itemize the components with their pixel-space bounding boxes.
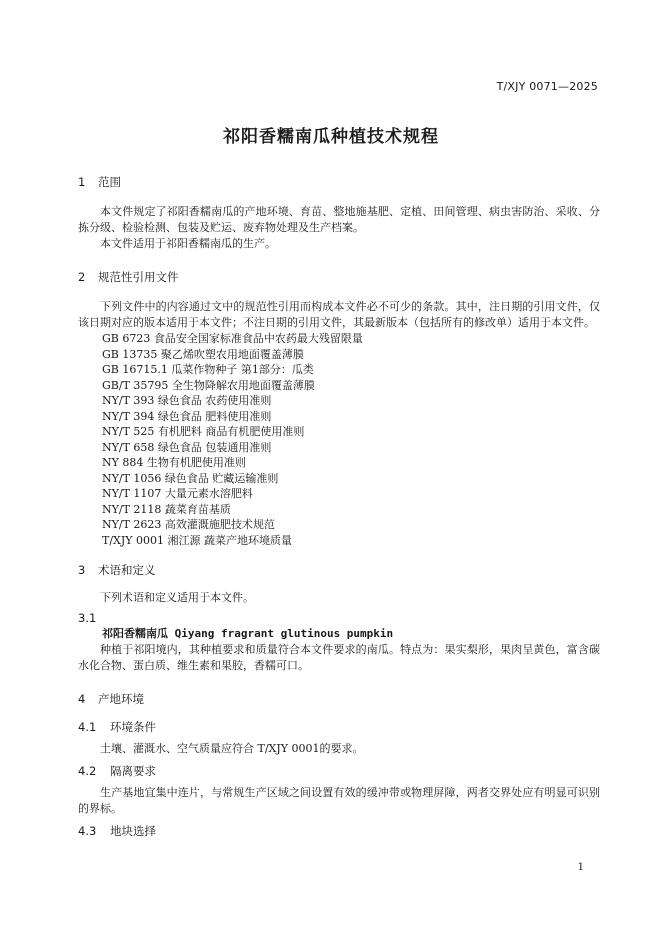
paragraph: 下列术语和定义适用于本文件。 xyxy=(100,591,254,605)
reference-list xyxy=(78,331,600,548)
term-chinese: 祁阳香糯南瓜 xyxy=(102,627,168,641)
term-entry xyxy=(78,626,600,642)
subsection-title: 隔离要求 xyxy=(110,763,156,778)
section-title: 术语和定义 xyxy=(98,563,156,578)
subsection-number: 4.1 xyxy=(78,719,97,734)
reference-item: NY/T 393 绿色食品 农药使用准则 xyxy=(102,394,272,408)
subsection-4-3-heading xyxy=(78,823,600,839)
section-number: 3 xyxy=(78,563,86,578)
paragraph: 本文件适用于祁阳香糯南瓜的生产。 xyxy=(100,237,276,251)
section-2-heading xyxy=(78,269,600,285)
subsection-number: 4.2 xyxy=(78,763,97,778)
section-number: 1 xyxy=(78,175,86,189)
section-1-heading xyxy=(78,174,600,190)
paragraph: 下列文件中的内容通过文中的规范性引用而构成本文件必不可少的条款。其中，注日期的引用文件，仅该日期对应的版本适用于本文件；不注日期的引用文件，其最新版本（包括所有的修改单）适用于本文件。 xyxy=(78,299,600,329)
subsection-title: 环境条件 xyxy=(110,719,156,734)
reference-item: GB 13735 聚乙烯吹塑农用地面覆盖薄膜 xyxy=(102,347,304,361)
subsection-4-2-heading xyxy=(78,763,600,779)
document-code: T/XJY 0071—2025 xyxy=(496,80,598,93)
section-title: 规范性引用文件 xyxy=(98,269,179,284)
subsection-4-1-heading xyxy=(78,719,600,735)
document-body xyxy=(78,174,600,839)
reference-item: GB 16715.1 瓜菜作物种子 第1部分：瓜类 xyxy=(102,363,314,377)
reference-item: NY/T 2118 蔬菜育苗基质 xyxy=(102,502,231,516)
reference-item: NY/T 525 有机肥料 商品有机肥使用准则 xyxy=(102,425,305,439)
paragraph: 生产基地宜集中连片，与常规生产区域之间设置有效的缓冲带或物理屏障，两者交界处应有明显可识别的界标。 xyxy=(78,785,600,816)
page-number: 1 xyxy=(577,862,584,873)
section-4-heading xyxy=(78,691,600,707)
subsection-title: 地块选择 xyxy=(110,824,156,839)
reference-item: T/XJY 0001 湘江源 蔬菜产地环境质量 xyxy=(102,533,293,547)
reference-item: GB 6723 食品安全国家标准食品中农药最大残留限量 xyxy=(102,332,363,346)
term-definition: 种植于祁阳境内，其种植要求和质量符合本文件要求的南瓜。特点为：果实梨形，果肉呈黄色，富含碳水化合物、蛋白质、维生素和果胶，香糯可口。 xyxy=(78,643,600,673)
reference-item: NY/T 394 绿色食品 肥料使用准则 xyxy=(102,409,272,423)
subsection-number: 4.3 xyxy=(78,824,97,839)
section-number: 4 xyxy=(78,691,86,706)
section-title: 范围 xyxy=(98,175,121,189)
paragraph: 土壤、灌溉水、空气质量应符合 T/XJY 0001的要求。 xyxy=(100,741,364,755)
section-3-heading xyxy=(78,562,600,578)
section-number: 2 xyxy=(78,269,86,284)
document-title: 祁阳香糯南瓜种植技术规程 xyxy=(223,127,439,147)
reference-item: NY/T 2623 高效灌溉施肥技术规范 xyxy=(102,518,275,532)
reference-item: NY 884 生物有机肥使用准则 xyxy=(102,456,246,470)
term-english: Qiyang fragrant glutinous pumpkin xyxy=(174,627,394,641)
reference-item: NY/T 1107 大量元素水溶肥料 xyxy=(102,487,253,501)
reference-item: NY/T 658 绿色食品 包装通用准则 xyxy=(102,440,272,454)
paragraph: 本文件规定了祁阳香糯南瓜的产地环境、育苗、整地施基肥、定植、田间管理、病虫害防治、采收、分拣分级、检验检测、包装及贮运、废弃物处理及生产档案。 xyxy=(78,205,600,235)
reference-item: NY/T 1056 绿色食品 贮藏运输准则 xyxy=(102,471,279,485)
section-title: 产地环境 xyxy=(98,691,144,706)
reference-item: GB/T 35795 全生物降解农用地面覆盖薄膜 xyxy=(102,378,315,392)
term-number: 3.1 xyxy=(78,611,97,626)
